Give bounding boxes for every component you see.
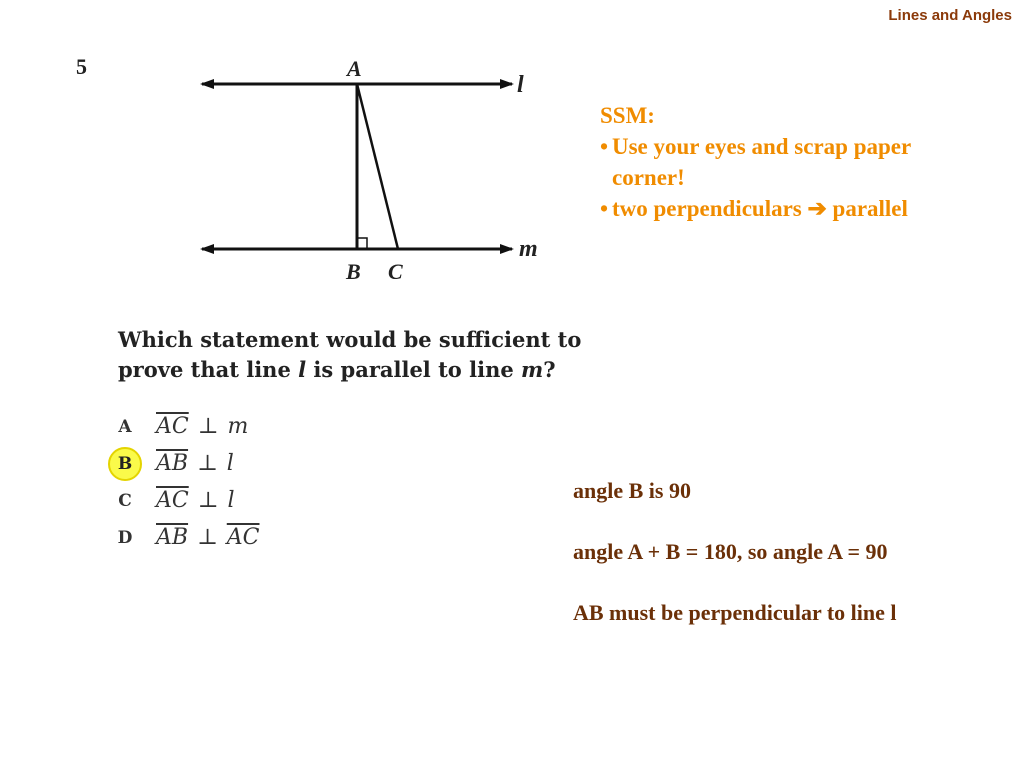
choice-letter-b-selected: B — [108, 447, 142, 481]
choice-expression-a — [156, 414, 248, 439]
segment-label: $\overline{AC}$ — [156, 414, 189, 439]
perpendicular-symbol: ⊥ — [197, 414, 219, 439]
right-arrow-icon: ➔ — [807, 196, 827, 221]
line-label: m — [227, 414, 249, 439]
note-3: AB must be perpendicular to line l — [573, 600, 897, 625]
choice-expression-b — [156, 451, 234, 476]
segment-label: $\overline{AC}$ — [226, 525, 260, 550]
ssm-bullet-1 — [600, 131, 980, 193]
point-label-b: B — [346, 259, 361, 284]
question-line-1: Which statement would be sufficient to — [118, 327, 582, 352]
ssm-bullet-1-line2: corner! — [612, 165, 685, 190]
perpendicular-symbol: ⊥ — [197, 451, 218, 476]
question-var-m: m — [521, 357, 544, 382]
line-label-m: m — [519, 236, 538, 262]
line-label-l: l — [517, 72, 524, 98]
ssm-bullet-2-after: parallel — [832, 196, 908, 221]
choice-c[interactable] — [108, 482, 260, 519]
answer-choices — [108, 408, 260, 556]
question-part: prove that line — [118, 357, 299, 382]
perpendicular-symbol: ⊥ — [197, 488, 219, 513]
ssm-bullet-2 — [600, 193, 980, 224]
point-label-a: A — [347, 56, 362, 81]
ssm-bullet-2-before: two perpendiculars — [612, 196, 802, 221]
line-label: l — [226, 451, 234, 476]
choice-expression-d — [156, 525, 260, 550]
question-var-l: l — [298, 357, 307, 382]
note-2: angle A + B = 180, so angle A = 90 — [573, 539, 888, 564]
problem-number: 5 — [76, 54, 87, 79]
geometry-diagram — [190, 52, 550, 292]
note-1: angle B is 90 — [573, 478, 691, 503]
segment-label: $\overline{AB}$ — [156, 451, 189, 476]
slide-title: Lines and Angles — [888, 7, 1012, 24]
question-text — [118, 325, 581, 385]
solution-notes — [573, 478, 897, 661]
point-label-c: C — [388, 259, 403, 284]
choice-letter-c: C — [118, 490, 132, 511]
ssm-bullet-1-line1: Use your eyes and scrap paper — [612, 134, 912, 159]
line-label: l — [227, 488, 235, 513]
choice-d[interactable] — [108, 519, 260, 556]
ssm-title: SSM: — [600, 103, 655, 128]
choice-letter-a: A — [118, 416, 132, 437]
question-part: is parallel to line — [306, 357, 522, 382]
choice-expression-c — [156, 488, 234, 513]
bullet-dot: • — [600, 196, 609, 221]
choice-a[interactable] — [108, 408, 260, 445]
bullet-dot: • — [600, 134, 609, 159]
choice-b[interactable] — [108, 445, 260, 482]
ssm-hint-box — [600, 100, 980, 224]
perpendicular-symbol: ⊥ — [197, 525, 218, 550]
segment-ac — [357, 84, 398, 249]
question-part: ? — [543, 357, 556, 382]
ssm-bullet-2-text — [612, 193, 908, 224]
choice-letter-d: D — [117, 527, 133, 548]
ssm-bullet-1-text — [612, 131, 911, 193]
segment-label: $\overline{AB}$ — [156, 525, 189, 550]
question-line-2 — [118, 355, 581, 385]
segment-label: $\overline{AC}$ — [156, 488, 189, 513]
